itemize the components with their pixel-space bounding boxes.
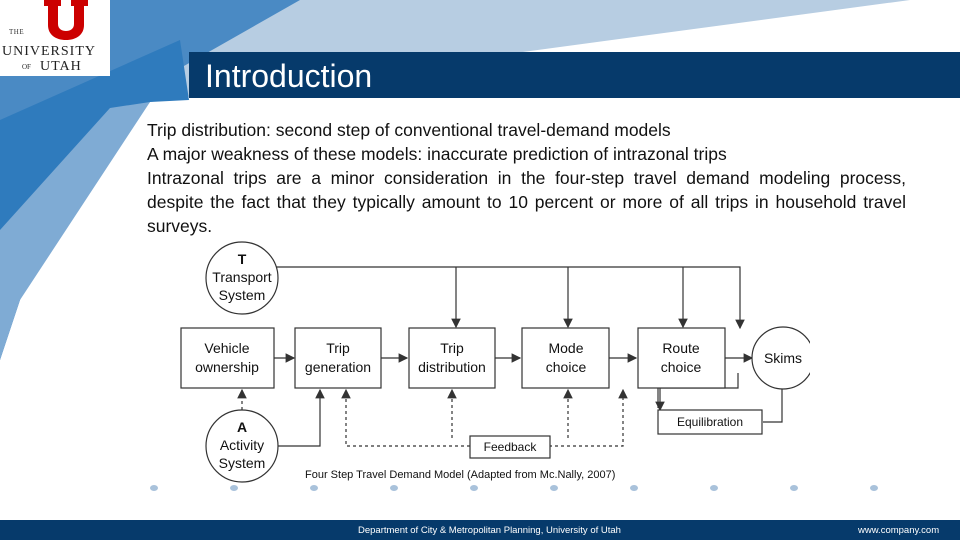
equilibration-box [658,410,762,434]
svg-text:distribution: distribution [418,359,486,375]
logo-of-text: OF [22,63,31,71]
box-trip-generation [295,328,381,388]
box-trip-distribution [409,328,495,388]
bullet-2: A major weakness of these models: inaccurate prediction of intrazonal trips [147,144,727,164]
svg-text:ownership: ownership [195,359,259,375]
svg-text:generation: generation [304,359,372,375]
svg-text:Trip: Trip [326,340,350,356]
box-route-choice [638,328,725,388]
feedback-box [470,436,550,458]
bullet-3: Intrazonal trips are a minor consideration in the four-step travel demand modeling process, despite the fact that they typically amount to 10 percent or more of all trips in household travel surveys. [147,168,906,236]
svg-text:Vehicle: Vehicle [204,340,250,356]
box-vehicle-ownership [181,328,274,388]
svg-text:Trip: Trip [440,340,464,356]
footer-department-text: Department of City & Metropolitan Planning, University of Utah [358,525,621,536]
t-letter: T [237,251,247,267]
svg-text:Route: Route [662,340,700,356]
box-mode-choice [522,328,609,388]
svg-text:Equilibration: Equilibration [676,415,744,429]
transport-system-node [206,242,278,314]
u-block-logo-icon [44,0,88,40]
logo-the-text: THE [9,28,25,36]
t-line2: System [218,287,266,303]
svg-text:System: System [218,455,266,471]
slide-body [147,118,906,238]
dashed-feedback-lines [242,390,623,446]
diagram-caption: Four Step Travel Demand Model (Adapted from Mc.Nally, 2007) [305,469,616,481]
logo-utah-text: UTAH [40,59,82,74]
footer-website-link[interactable]: www.company.com [858,525,940,536]
svg-text:choice: choice [545,359,587,375]
svg-text:Mode: Mode [548,340,584,356]
university-logo[interactable] [0,0,110,76]
decorative-dots [140,480,900,500]
logo-university-text: UNIVERSITY [2,44,96,59]
svg-text:choice: choice [660,359,702,375]
svg-text:A: A [236,419,248,435]
skims-node [752,327,810,389]
svg-text:Skims: Skims [763,350,803,366]
t-line1: Transport [212,269,272,285]
activity-system-node [206,410,278,482]
svg-text:Feedback: Feedback [483,440,537,454]
slide-title: Introduction [205,58,373,94]
svg-text:Activity: Activity [219,437,265,453]
bullet-1: Trip distribution: second step of conventional travel-demand models [147,120,671,140]
four-step-model-diagram [170,238,810,488]
